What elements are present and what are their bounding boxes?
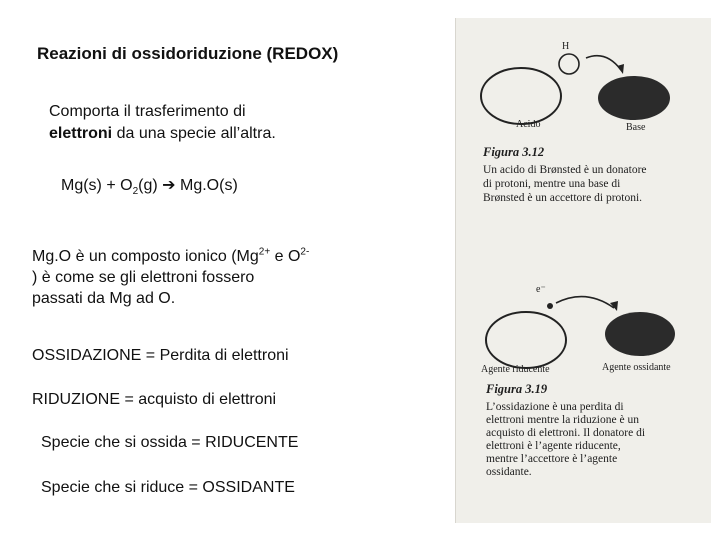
ionic-text-b: e O <box>270 248 301 265</box>
textbook-figure-scan <box>455 18 711 523</box>
intro-line-2-rest: da una specie all’altra. <box>112 125 276 142</box>
acid-oval <box>481 68 561 124</box>
proton-circle <box>559 54 579 74</box>
acid-label: Acido <box>516 119 541 130</box>
electron-transfer-arrow <box>556 297 614 308</box>
base-label: Base <box>626 122 646 133</box>
figure-3-12-caption-3: Brønsted è un accettore di protoni. <box>483 192 643 204</box>
reducer-definition: Specie che si ossida = RIDUCENTE <box>41 434 299 451</box>
oxidizer-definition: Specie che si riduce = OSSIDANTE <box>41 479 295 496</box>
figure-3-12-caption-2: di protoni, mentre una base di <box>483 178 621 190</box>
figure-3-19-caption-6: ossidante. <box>486 466 532 478</box>
figure-3-19-caption-1: L’ossidazione è una perdita di <box>486 401 624 413</box>
base-oval <box>598 76 670 120</box>
equation-product: Mg.O(s) <box>175 177 238 194</box>
h-label: H <box>562 41 570 52</box>
proton-transfer-arrow <box>586 56 621 70</box>
riduzione-definition: RIDUZIONE = acquisto di elettroni <box>32 391 277 408</box>
arrow-icon: ➔ <box>162 177 176 194</box>
ionic-text-a: Mg.O è un composto ionico (Mg <box>32 248 259 265</box>
figure-3-12-title: Figura 3.12 <box>483 145 545 159</box>
reaction-equation <box>61 176 238 196</box>
ionic-line-2: ) è come se gli elettroni fossero <box>32 269 255 286</box>
reducer-label: Agente riducente <box>481 364 550 375</box>
slide-title: Reazioni di ossidoriduzione (REDOX) <box>37 44 339 63</box>
intro-line-1: Comporta il trasferimento di <box>49 103 246 120</box>
intro-bold-word: elettroni <box>49 125 113 142</box>
intro-line-2 <box>49 124 276 144</box>
figure-3-19-caption-4: elettroni è l’agente riducente, <box>486 440 621 452</box>
figure-3-19-caption-3: acquisto di elettroni. Il donatore di <box>486 427 646 439</box>
equation-subscript: 2 <box>132 186 139 198</box>
ionic-line-1 <box>32 247 309 267</box>
figure-3-12-caption-1: Un acido di Brønsted è un donatore <box>483 164 647 176</box>
o-charge: 2- <box>300 246 310 258</box>
mg-charge: 2+ <box>258 246 271 258</box>
oxidizer-label: Agente ossidante <box>602 362 671 373</box>
figure-3-19-title: Figura 3.19 <box>486 382 548 396</box>
reducer-oval <box>486 312 566 368</box>
electron-label: e⁻ <box>536 284 546 295</box>
figure-3-19-caption-5: mentre l’accettore è l’agente <box>486 453 618 465</box>
electron-dot <box>547 303 553 309</box>
ionic-line-3: passati da Mg ad O. <box>32 290 176 307</box>
ossidazione-definition: OSSIDAZIONE = Perdita di elettroni <box>32 347 289 364</box>
figure-3-19-caption-2: elettroni mentre la riduzione è un <box>486 414 639 426</box>
equation-reactants: Mg(s) + O <box>61 177 133 194</box>
equation-gas: (g) <box>138 177 158 194</box>
oxidizer-oval <box>605 312 675 356</box>
